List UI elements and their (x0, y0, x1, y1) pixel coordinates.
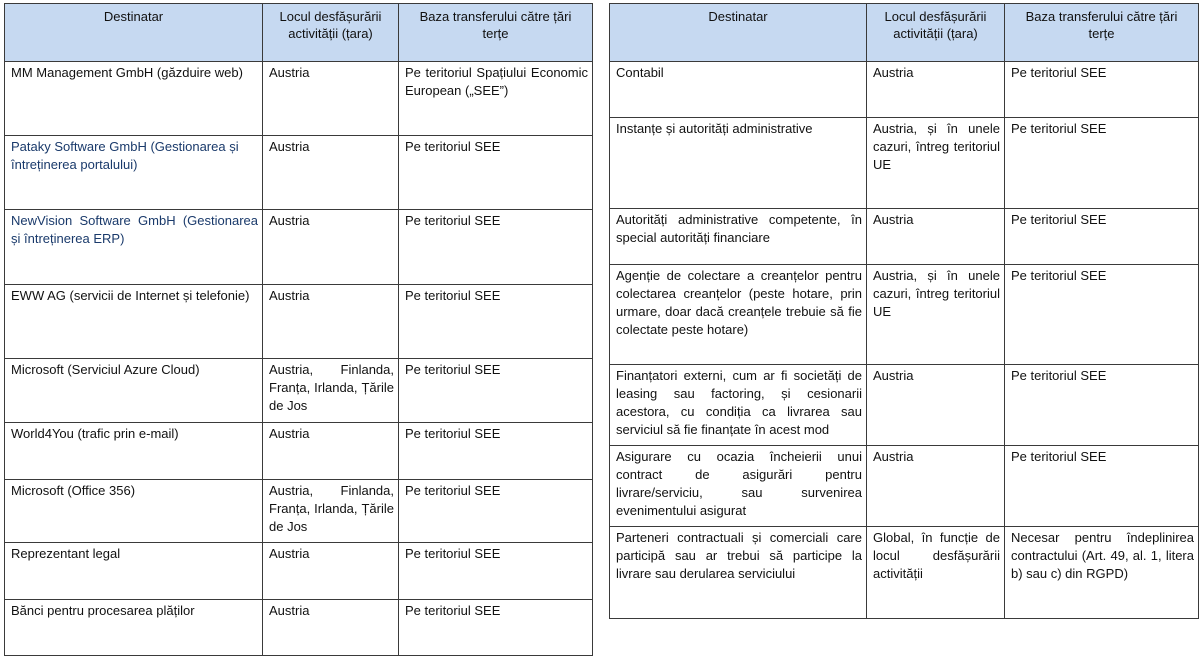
cell-locul: Austria (263, 423, 399, 480)
cell-locul: Austria (867, 62, 1005, 118)
cell-destinatar: MM Management GmbH (găzduire web) (5, 62, 263, 136)
table-row (5, 480, 593, 543)
cell-destinatar: Reprezentant legal (5, 543, 263, 600)
cell-locul: Austria (867, 365, 1005, 446)
table-header-row (610, 4, 1199, 62)
table-row (5, 136, 593, 210)
table-row (610, 209, 1199, 265)
cell-destinatar: Asigurare cu ocazia încheierii unui contract de asigurări pentru livrare/serviciu, sau survenirea evenimentului asigurat (610, 446, 867, 527)
cell-destinatar: Parteneri contractuali și comerciali care participă sau ar trebui să participe la livrare sau derularea serviciului (610, 527, 867, 619)
table-row (610, 118, 1199, 209)
cell-destinatar: Agenție de colectare a creanțelor pentru colectarea creanțelor (peste hotare, prin urmare, doar dacă creanțele trebuie să fie colectate peste hotare) (610, 265, 867, 365)
table-row (5, 285, 593, 359)
table-row (610, 265, 1199, 365)
cell-locul: Austria, Finlanda, Franța, Irlanda, Țările de Jos (263, 480, 399, 543)
cell-locul: Austria (263, 600, 399, 656)
cell-baza: Pe teritoriul SEE (1005, 118, 1199, 209)
table-row (610, 446, 1199, 527)
cell-destinatar: Autorități administrative competente, în special autorități financiare (610, 209, 867, 265)
cell-locul: Austria, și în unele cazuri, întreg teritoriul UE (867, 118, 1005, 209)
header-locul: Locul desfășurării activității (țara) (867, 4, 1005, 62)
cell-locul: Austria, și în unele cazuri, întreg teritoriul UE (867, 265, 1005, 365)
cell-baza: Pe teritoriul SEE (399, 285, 593, 359)
cell-baza: Pe teritoriul SEE (399, 359, 593, 423)
cell-baza: Pe teritoriul SEE (1005, 209, 1199, 265)
recipients-table-right (609, 3, 1199, 619)
cell-locul: Austria (263, 62, 399, 136)
table-row (5, 210, 593, 285)
cell-destinatar: NewVision Software GmbH (Gestionarea și întreținerea ERP) (5, 210, 263, 285)
cell-baza: Pe teritoriul SEE (399, 136, 593, 210)
table-row (5, 423, 593, 480)
cell-locul: Austria (263, 136, 399, 210)
header-baza: Baza transferului către țări terțe (399, 4, 593, 62)
cell-baza: Pe teritoriul Spațiului Economic European („SEE”) (399, 62, 593, 136)
cell-locul: Austria (263, 210, 399, 285)
table-header-row (5, 4, 593, 62)
table-row (5, 359, 593, 423)
cell-locul: Austria (867, 446, 1005, 527)
cell-destinatar: Contabil (610, 62, 867, 118)
cell-baza: Pe teritoriul SEE (399, 480, 593, 543)
cell-destinatar: Instanțe și autorități administrative (610, 118, 867, 209)
cell-destinatar: Bănci pentru procesarea plăților (5, 600, 263, 656)
cell-destinatar: Pataky Software GmbH (Gestionarea și întreținerea portalului) (5, 136, 263, 210)
header-destinatar: Destinatar (610, 4, 867, 62)
cell-baza: Pe teritoriul SEE (399, 600, 593, 656)
cell-locul: Austria, Finlanda, Franța, Irlanda, Țările de Jos (263, 359, 399, 423)
recipients-table-left (4, 3, 593, 656)
cell-locul: Austria (867, 209, 1005, 265)
cell-locul: Global, în funcție de locul desfășurării activității (867, 527, 1005, 619)
table-row (610, 365, 1199, 446)
cell-baza: Pe teritoriul SEE (1005, 62, 1199, 118)
cell-destinatar: Microsoft (Office 356) (5, 480, 263, 543)
table-row (610, 62, 1199, 118)
table-row (5, 62, 593, 136)
header-baza: Baza transferului către țări terțe (1005, 4, 1199, 62)
table-row (5, 600, 593, 656)
header-locul: Locul desfășurării activității (țara) (263, 4, 399, 62)
cell-baza: Pe teritoriul SEE (399, 543, 593, 600)
cell-destinatar: Microsoft (Serviciul Azure Cloud) (5, 359, 263, 423)
table-row (5, 543, 593, 600)
cell-destinatar: Finanțatori externi, cum ar fi societăți de leasing sau factoring, și cesionarii acestora, cu condiția ca livrarea sau serviciul să fie finanțate în acest mod (610, 365, 867, 446)
cell-locul: Austria (263, 543, 399, 600)
header-destinatar: Destinatar (5, 4, 263, 62)
cell-destinatar: World4You (trafic prin e-mail) (5, 423, 263, 480)
table-row (610, 527, 1199, 619)
cell-destinatar: EWW AG (servicii de Internet și telefonie) (5, 285, 263, 359)
cell-baza: Pe teritoriul SEE (399, 210, 593, 285)
cell-baza: Pe teritoriul SEE (399, 423, 593, 480)
cell-locul: Austria (263, 285, 399, 359)
cell-baza: Pe teritoriul SEE (1005, 365, 1199, 446)
cell-baza: Pe teritoriul SEE (1005, 446, 1199, 527)
cell-baza: Necesar pentru îndeplinirea contractului (Art. 49, al. 1, litera b) sau c) din RGPD) (1005, 527, 1199, 619)
cell-baza: Pe teritoriul SEE (1005, 265, 1199, 365)
